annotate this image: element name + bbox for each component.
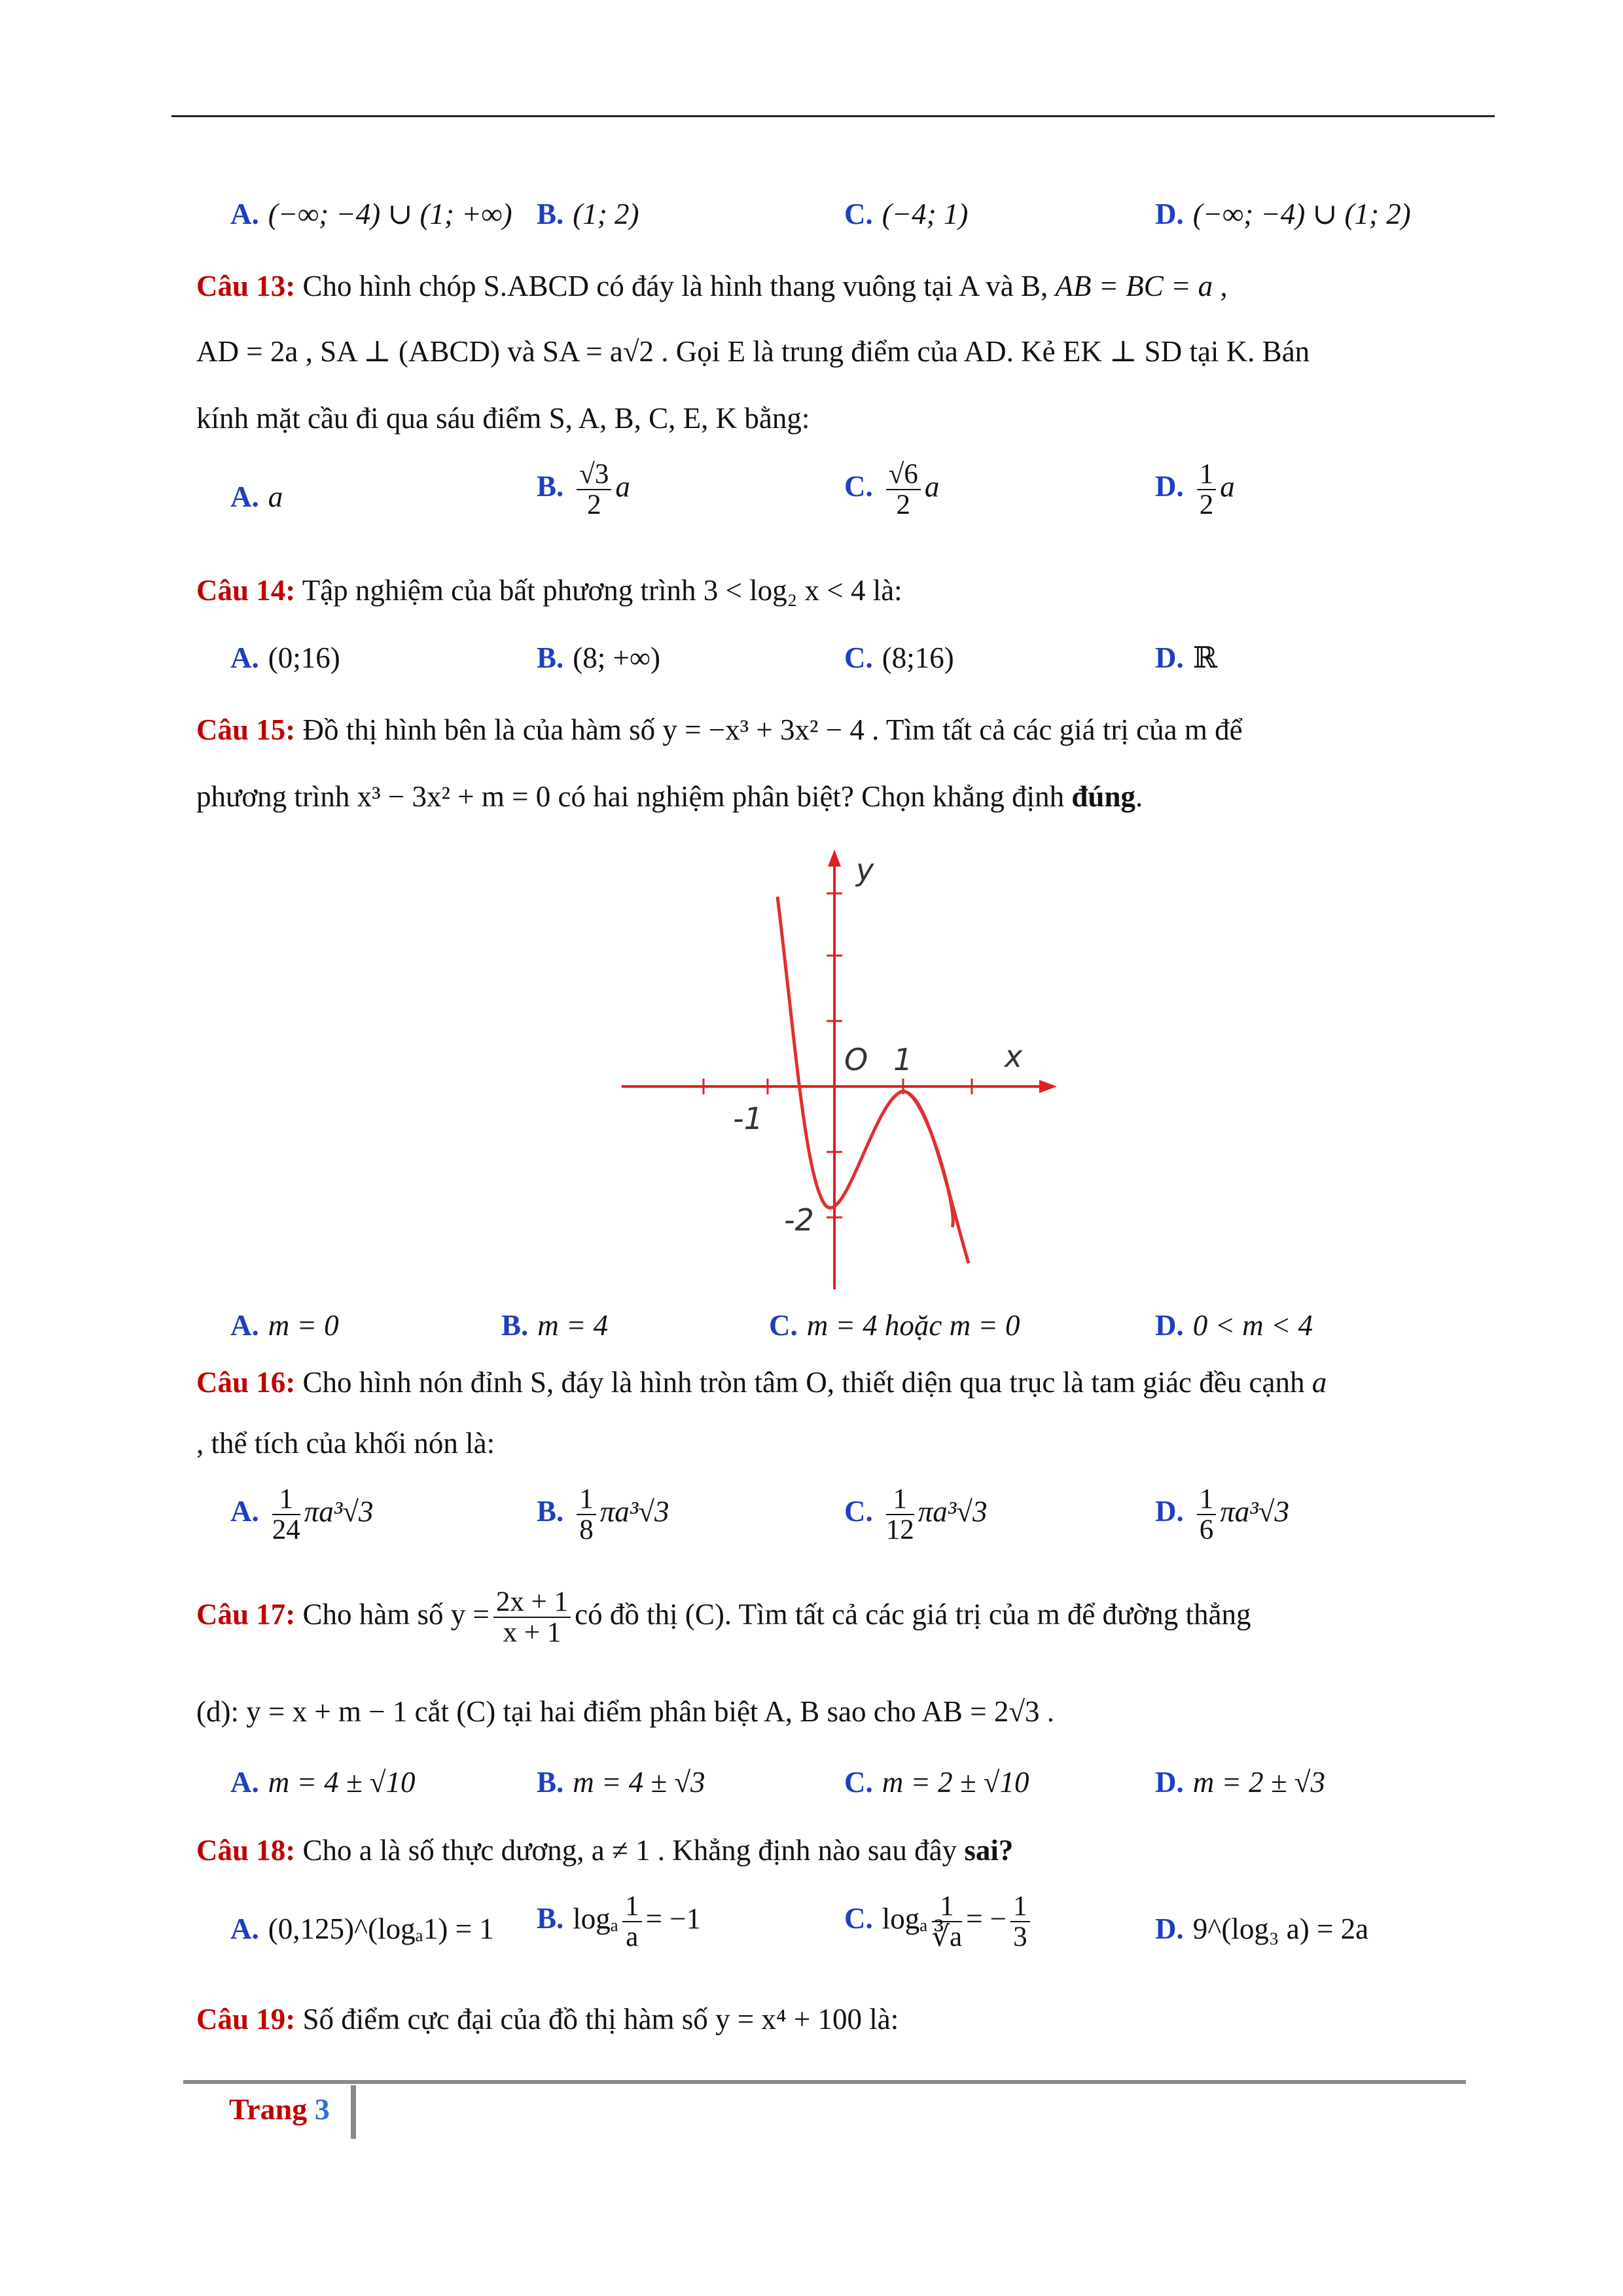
q17-line1: Câu 17: Cho hàm số y = $\frac{2x + 1}{x + 1}$ có đồ thị (C). Tìm tất cả các giá trị của m để đường thẳng <box>196 1587 1251 1649</box>
q13-option-b[interactable]: B. $\frac{√3}{2}$ a <box>537 459 630 521</box>
header-rule <box>171 115 1495 117</box>
q13-option-d[interactable]: D. $\frac{1}{2}$ a <box>1155 459 1235 521</box>
q15-option-a[interactable]: A. m = 0 <box>230 1309 339 1342</box>
fraction: $\frac{1}{a}$ <box>622 1892 642 1952</box>
origin-label: O <box>844 1042 868 1077</box>
q19-line1: Câu 19: Số điểm cực đại của đồ thị hàm số y = x⁴ + 100 là: <box>196 2003 899 2036</box>
q17-option-d[interactable]: D. m = 2 ± √3 <box>1155 1766 1326 1799</box>
function-graph <box>615 844 1073 1296</box>
q18-option-d[interactable]: D. 9^(log₃ a) = 2a <box>1155 1912 1369 1945</box>
q14-option-b[interactable]: B. (8; +∞) <box>537 641 660 674</box>
footer-rule <box>183 2080 1466 2084</box>
q14-option-c[interactable]: C. (8;16) <box>844 641 954 674</box>
x-axis-label: x <box>1005 1039 1023 1074</box>
x-axis-arrow <box>1039 1080 1057 1093</box>
q16-option-d[interactable]: D. $\frac{1}{6}$ πa³√3 <box>1155 1484 1289 1546</box>
q14-line1: Câu 14: Tập nghiệm của bất phương trình 3 < log₂ x < 4 là: <box>196 574 902 607</box>
fraction: $\frac{1}{∛a}$ <box>931 1891 963 1953</box>
q13-line2: AD = 2a , SA ⊥ (ABCD) và SA = a√2 . Gọi E là trung điểm của AD. Kẻ EK ⊥ SD tại K. Bán <box>196 335 1310 368</box>
q13-option-a[interactable]: A. a <box>230 480 283 513</box>
q16-option-c[interactable]: C. $\frac{1}{12}$ πa³√3 <box>844 1484 988 1546</box>
fraction: $\frac{1}{24}$ <box>272 1484 300 1546</box>
q18-option-b[interactable]: B. logₐ $\frac{1}{a}$ = −1 <box>537 1891 702 1953</box>
q17-option-a[interactable]: A. m = 4 ± √10 <box>230 1766 416 1799</box>
q18-option-a[interactable]: A. (0,125)^(logₐ1) = 1 <box>230 1912 494 1945</box>
fraction: $\frac{√6}{2}$ <box>886 459 921 520</box>
q14-option-a[interactable]: A. (0;16) <box>230 641 340 674</box>
fraction: $\frac{√3}{2}$ <box>577 459 611 520</box>
q15-option-c[interactable]: C. m = 4 hoặc m = 0 <box>769 1309 1020 1342</box>
q12-option-c[interactable]: C. (−4; 1) <box>844 198 969 230</box>
q15-line2: phương trình x³ − 3x² + m = 0 có hai nghiệm phân biệt? Chọn khẳng định đúng. <box>196 780 1143 813</box>
tick-label-1: 1 <box>893 1042 913 1077</box>
y-axis-label: y <box>856 852 874 888</box>
tick-label-minus2: -2 <box>784 1202 814 1238</box>
y-axis-arrow <box>828 850 841 867</box>
q14-option-d[interactable]: D. ℝ <box>1155 641 1218 674</box>
q16-option-a[interactable]: A. $\frac{1}{24}$ πa³√3 <box>230 1484 374 1546</box>
fraction: $\frac{1}{12}$ <box>885 1484 914 1546</box>
fraction: $\frac{2x + 1}{x + 1}$ <box>493 1587 571 1647</box>
footer-divider <box>351 2085 356 2139</box>
q15-option-b[interactable]: B. m = 4 <box>501 1309 609 1342</box>
q16-line2: , thể tích của khối nón là: <box>196 1427 495 1460</box>
q15-option-d[interactable]: D. 0 < m < 4 <box>1155 1309 1313 1342</box>
fraction: $\frac{1}{2}$ <box>1197 459 1217 520</box>
q13-option-c[interactable]: C. $\frac{√6}{2}$ a <box>844 459 940 521</box>
q13-line1: Câu 13: Cho hình chóp S.ABCD có đáy là hình thang vuông tại A và B, AB = BC = a , <box>196 270 1228 302</box>
q12-option-d[interactable]: D. (−∞; −4) ∪ (1; 2) <box>1155 198 1411 230</box>
q16-option-b[interactable]: B. $\frac{1}{8}$ πa³√3 <box>537 1484 669 1546</box>
fraction: $\frac{1}{3}$ <box>1010 1892 1030 1952</box>
q15-line1: Câu 15: Đồ thị hình bên là của hàm số y = −x³ + 3x² − 4 . Tìm tất cả các giá trị của m để <box>196 713 1243 746</box>
q13-line3: kính mặt cầu đi qua sáu điểm S, A, B, C, E, K bằng: <box>196 402 810 435</box>
q17-line2: (d): y = x + m − 1 cắt (C) tại hai điểm phân biệt A, B sao cho AB = 2√3 . <box>196 1695 1055 1728</box>
q16-line1: Câu 16: Cho hình nón đỉnh S, đáy là hình tròn tâm O, thiết diện qua trục là tam giác đều cạnh a <box>196 1366 1327 1399</box>
page-number: Trang 3 <box>229 2092 330 2126</box>
fraction: $\frac{1}{6}$ <box>1197 1484 1217 1545</box>
q17-option-b[interactable]: B. m = 4 ± √3 <box>537 1766 705 1799</box>
q18-line1: Câu 18: Cho a là số thực dương, a ≠ 1 . Khẳng định nào sau đây sai? <box>196 1834 1014 1867</box>
q18-option-c[interactable]: C. logₐ $\frac{1}{∛a}$ = − $\frac{1}{3}$ <box>844 1892 1034 1952</box>
fraction: $\frac{1}{8}$ <box>577 1484 596 1545</box>
q12-option-a[interactable]: A. (−∞; −4) ∪ (1; +∞) <box>230 198 512 230</box>
q17-option-c[interactable]: C. m = 2 ± √10 <box>844 1766 1029 1799</box>
q12-option-b[interactable]: B. (1; 2) <box>537 198 639 230</box>
tick-label-minus1: -1 <box>733 1101 763 1136</box>
